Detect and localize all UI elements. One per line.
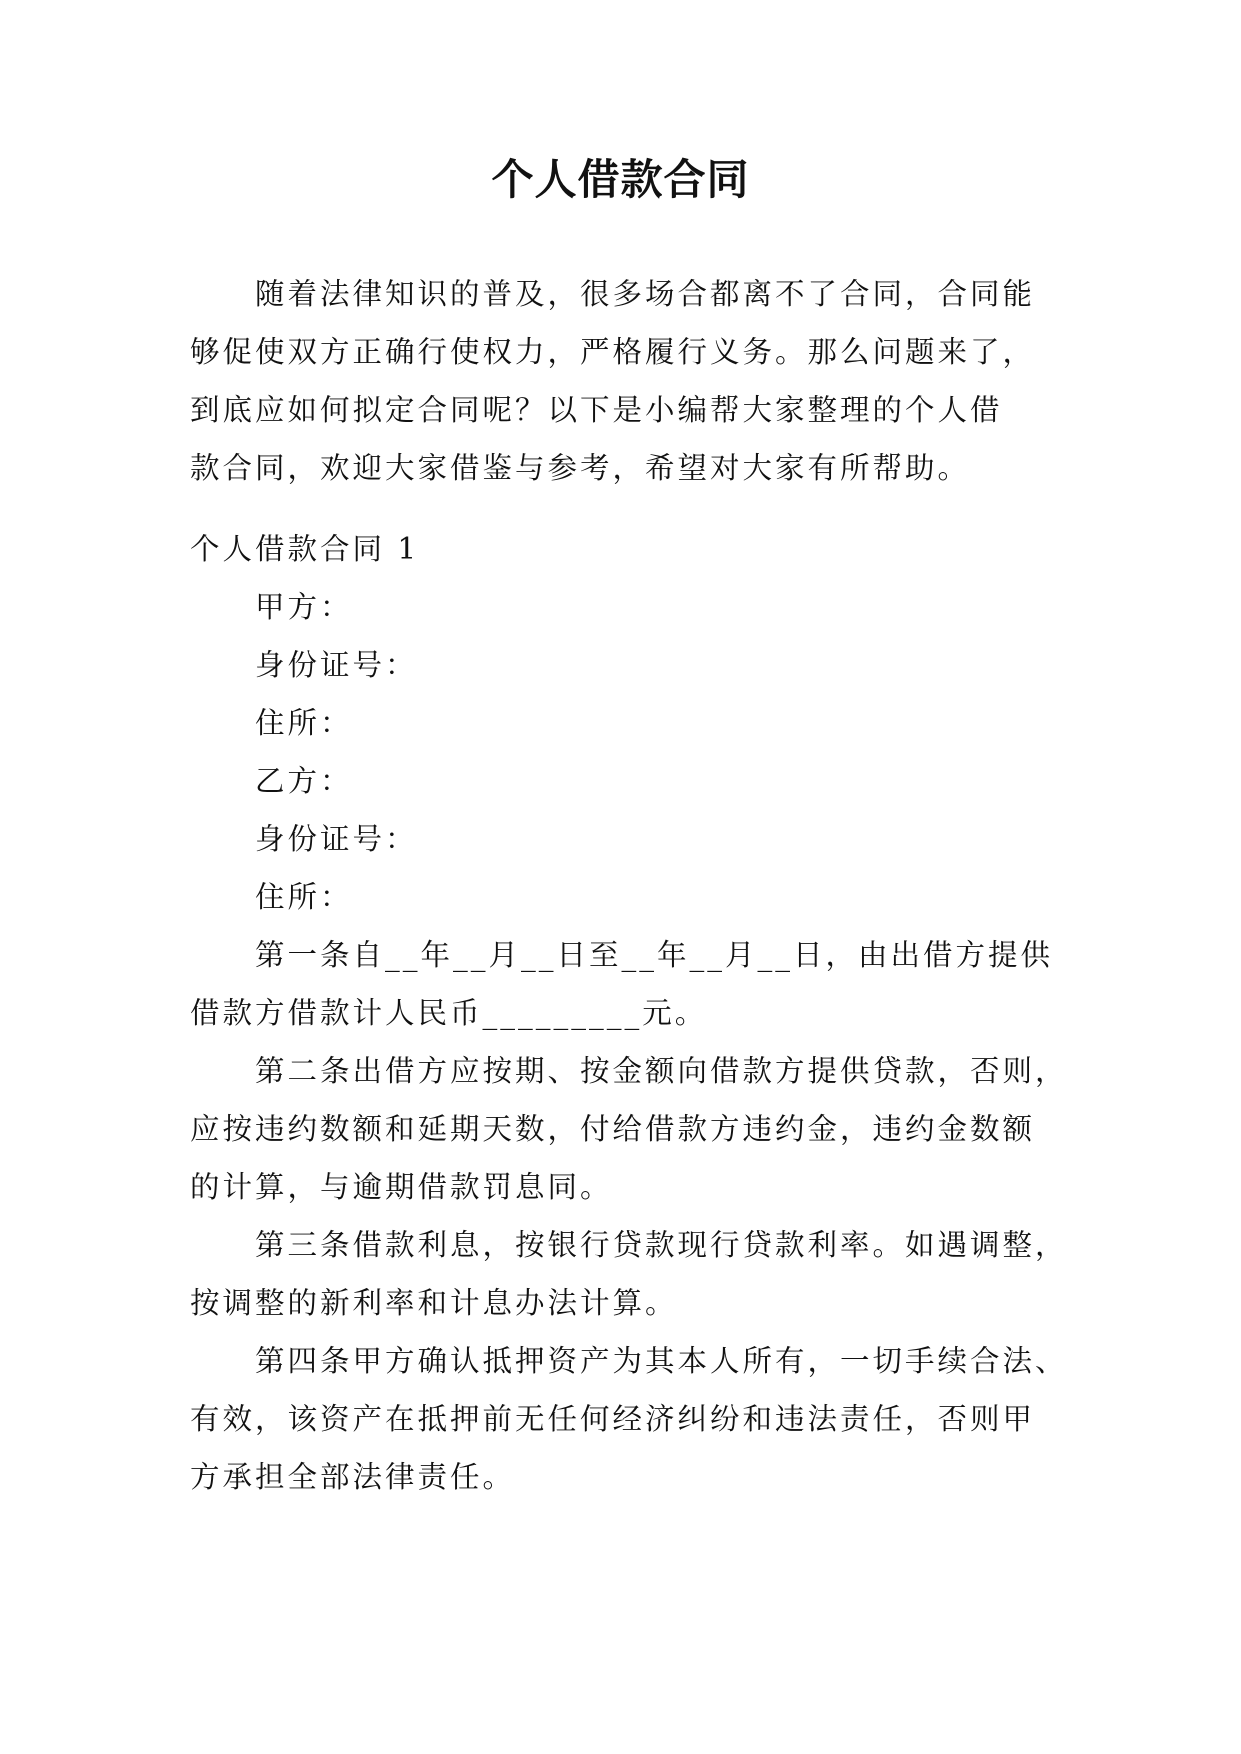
article-2-line: 第二条出借方应按期、按金额向借款方提供贷款，否则，	[255, 1054, 1068, 1088]
article-1-line: 借款方借款计人民币_________元。	[190, 996, 708, 1030]
article-1-line: 第一条自__年__月__日至__年__月__日，由出借方提供	[255, 938, 1054, 972]
article-2-line: 的计算，与逾期借款罚息同。	[190, 1170, 613, 1204]
intro-line: 够促使双方正确行使权力，严格履行义务。那么问题来了，	[190, 335, 1036, 369]
section-heading: 个人借款合同 1	[190, 532, 420, 566]
intro-line: 到底应如何拟定合同呢？以下是小编帮大家整理的个人借	[190, 393, 1003, 427]
party-b-id-field: 身份证号：	[255, 822, 418, 856]
party-a-field: 甲方：	[255, 590, 353, 624]
party-b-address-field: 住所：	[255, 880, 353, 914]
article-4-line: 第四条甲方确认抵押资产为其本人所有，一切手续合法、	[255, 1344, 1068, 1378]
article-3-line: 按调整的新利率和计息办法计算。	[190, 1286, 678, 1320]
article-2-line: 应按违约数额和延期天数，付给借款方违约金，违约金数额	[190, 1112, 1036, 1146]
article-4-line: 有效，该资产在抵押前无任何经济纠纷和违法责任，否则甲	[190, 1402, 1036, 1436]
article-3-line: 第三条借款利息，按银行贷款现行贷款利率。如遇调整，	[255, 1228, 1068, 1262]
intro-paragraph	[190, 265, 1060, 497]
party-a-address-field: 住所：	[255, 706, 353, 740]
contract-body	[190, 520, 1068, 1506]
article-4-line: 方承担全部法律责任。	[190, 1460, 516, 1494]
document-title: 个人借款合同	[491, 155, 750, 204]
party-a-id-field: 身份证号：	[255, 648, 418, 682]
intro-line: 随着法律知识的普及，很多场合都离不了合同，合同能	[255, 277, 1036, 311]
intro-line: 款合同，欢迎大家借鉴与参考，希望对大家有所帮助。	[190, 451, 971, 485]
party-b-field: 乙方：	[255, 764, 353, 798]
